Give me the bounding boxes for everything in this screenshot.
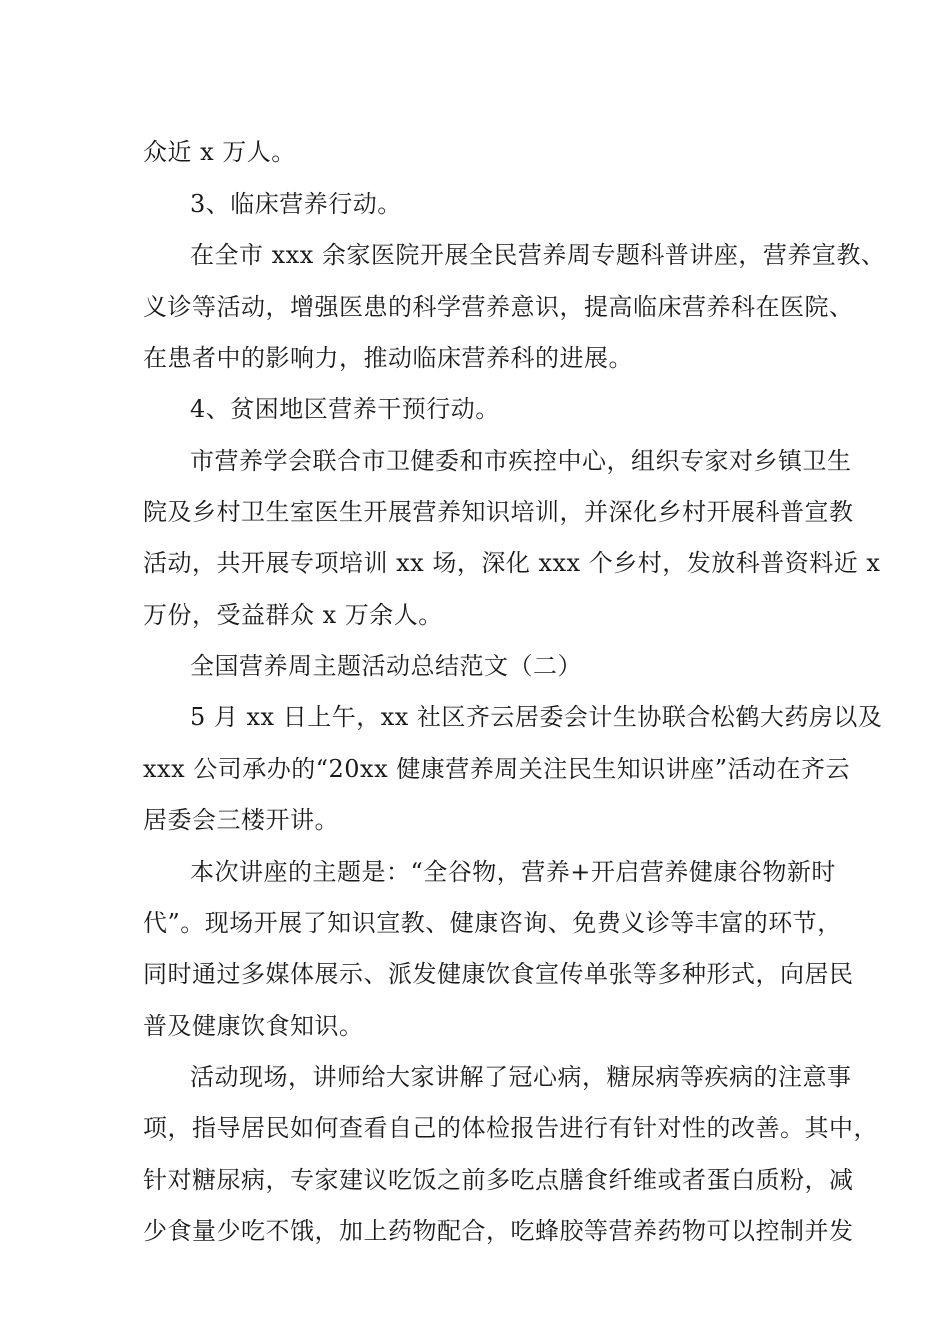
text-line: 少食量少吃不饿，加上药物配合，吃蜂胶等营养药物可以控制并发 [143, 1217, 854, 1245]
text-line: 项，指导居民如何查看自己的体检报告进行有针对性的改善。其中， [143, 1114, 878, 1142]
text-line: 本次讲座的主题是：“全谷物，营养+开启营养健康谷物新时 [190, 858, 836, 886]
text-line: 活动现场，讲师给大家讲解了冠心病，糖尿病等疾病的注意事 [190, 1063, 852, 1091]
text-line: 义诊等活动，增强医患的科学营养意识，提高临床营养科在医院、 [143, 293, 854, 321]
text-line: 院及乡村卫生室医生开展营养知识培训，并深化乡村开展科普宣教 [143, 498, 854, 526]
article-title: 全国营养周主题活动总结范文（二） [190, 652, 582, 680]
section-heading: 4、贫困地区营养干预行动。 [190, 395, 500, 423]
text-line: 在全市 xxx 余家医院开展全民营养周专题科普讲座，营养宣教、 [190, 241, 886, 269]
text-line: 在患者中的影响力，推动临床营养科的进展。 [143, 344, 633, 372]
text-line: 众近 x 万人。 [143, 138, 296, 166]
text-line: 市营养学会联合市卫健委和市疾控中心，组织专家对乡镇卫生 [190, 447, 852, 475]
text-line: 同时通过多媒体展示、派发健康饮食宣传单张等多种形式，向居民 [143, 960, 854, 988]
section-heading: 3、临床营养行动。 [190, 190, 402, 218]
text-line: 居委会三楼开讲。 [143, 806, 339, 834]
text-line: 活动，共开展专项培训 xx 场，深化 xxx 个乡村，发放科普资料近 x [143, 549, 881, 577]
text-line: xxx 公司承办的“20xx 健康营养周关注民生知识讲座”活动在齐云 [143, 755, 851, 783]
text-line: 5 月 xx 日上午，xx 社区齐云居委会计生协联合松鹤大药房以及 [190, 703, 883, 731]
text-line: 针对糖尿病，专家建议吃饭之前多吃点膳食纤维或者蛋白质粉，减 [143, 1166, 854, 1194]
text-line: 代”。现场开展了知识宣教、健康咨询、免费义诊等丰富的环节， [143, 909, 842, 937]
text-line: 普及健康饮食知识。 [143, 1012, 364, 1040]
text-line: 万份，受益群众 x 万余人。 [143, 601, 443, 629]
